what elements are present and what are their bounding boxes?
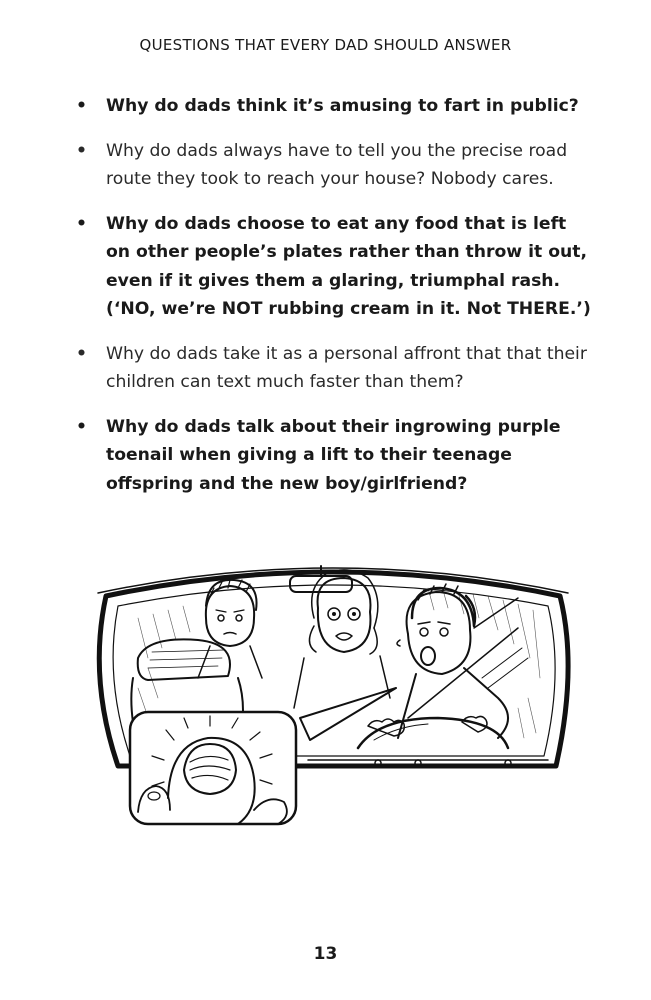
bullet-icon: • bbox=[76, 343, 87, 364]
question-text: Why do dads take it as a personal affront that that their children can text much faster than them? bbox=[106, 343, 587, 392]
dad-driver-figure bbox=[397, 584, 528, 738]
question-text: Why do dads choose to eat any food that is left on other people’s plates rather than throw it out, even if it gives them a glaring, triumphal rash. (‘NO, we’re NOT rubbing cream in it. Not THERE.’) bbox=[106, 213, 591, 319]
question-text: Why do dads always have to tell you the precise road route they took to reach your house? Nobody cares. bbox=[106, 140, 568, 189]
question-item bbox=[72, 92, 592, 121]
bullet-icon: • bbox=[76, 140, 87, 161]
question-item bbox=[72, 413, 592, 499]
toenail-inset bbox=[130, 712, 296, 824]
question-text: Why do dads talk about their ingrowing purple toenail when giving a lift to their teenage offspring and the new boy/girlfriend? bbox=[106, 416, 561, 494]
question-item bbox=[72, 340, 592, 397]
car-cartoon-illustration bbox=[78, 548, 588, 838]
running-header: QUESTIONS THAT EVERY DAD SHOULD ANSWER bbox=[139, 36, 512, 54]
question-list bbox=[72, 92, 592, 514]
bullet-icon: • bbox=[76, 96, 87, 116]
question-text: Why do dads think it’s amusing to fart in public? bbox=[106, 96, 579, 116]
girlfriend-figure bbox=[294, 570, 390, 708]
bullet-icon: • bbox=[76, 213, 87, 234]
question-item bbox=[72, 137, 592, 194]
question-item bbox=[72, 210, 592, 324]
page-number: 13 bbox=[313, 944, 338, 964]
steering-wheel bbox=[358, 718, 508, 748]
bullet-icon: • bbox=[76, 416, 87, 437]
